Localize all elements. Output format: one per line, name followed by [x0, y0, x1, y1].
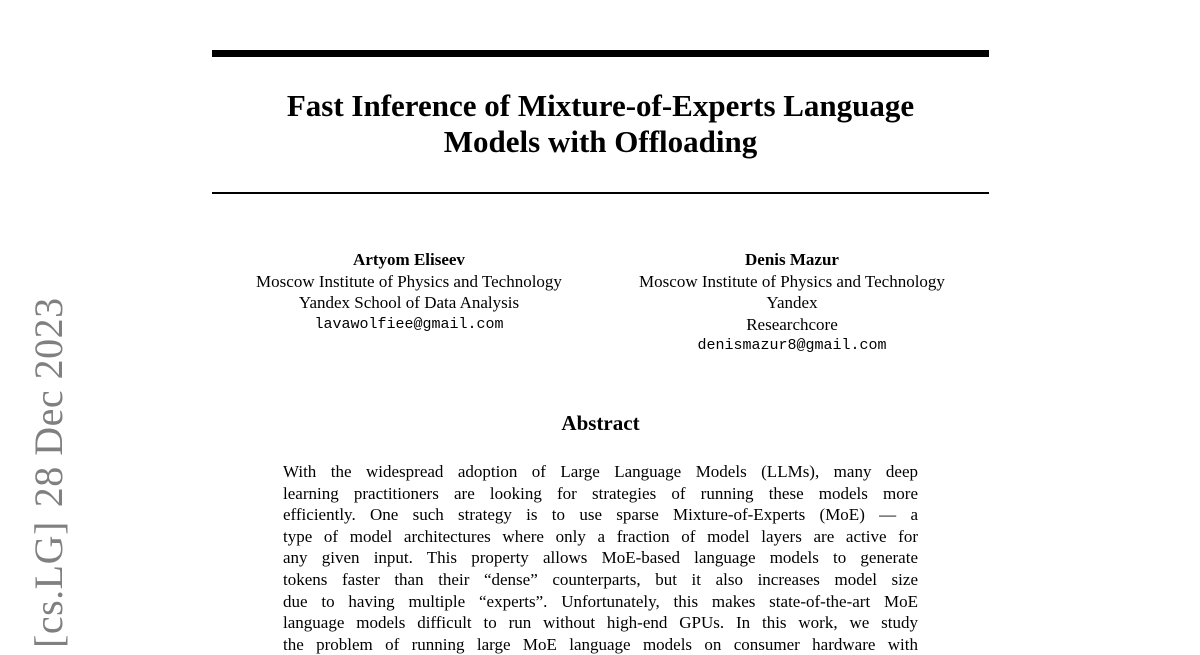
author-affiliation: Yandex [766, 293, 818, 312]
title-line-1: Fast Inference of Mixture-of-Experts Language [286, 88, 915, 123]
abstract-line: type of model architectures where only a fraction of model layers are active for [283, 526, 918, 546]
abstract-body [283, 461, 918, 655]
abstract-heading: Abstract [561, 411, 640, 435]
abstract-line: learning practitioners are looking for strategies of running these models more [283, 483, 918, 503]
author-affiliation: Researchcore [746, 314, 838, 334]
abstract-line: language models difficult to run without high-end GPUs. In this work, we study [283, 613, 918, 633]
top-rule [212, 50, 989, 57]
author-email[interactable]: lavawolfiee@gmail.com [314, 315, 504, 333]
abstract-line: tokens faster than their “dense” counterparts, but it also increases model size [283, 569, 918, 589]
title-line-2: Models with Offloading [443, 124, 758, 159]
abstract-line: due to having multiple “experts”. Unfortunately, this makes state-of-the-art MoE [283, 591, 918, 611]
abstract-line: the problem of running large MoE language models on consumer hardware with [283, 634, 918, 654]
author-affiliation: Moscow Institute of Physics and Technology [256, 271, 562, 291]
author-affiliation: Yandex School of Data Analysis [298, 293, 520, 312]
author-name: Denis Mazur [745, 250, 839, 269]
author-name: Artyom Eliseev [353, 250, 465, 269]
author-block-2 [610, 249, 974, 357]
paper-title [212, 88, 989, 160]
author-block-1 [228, 249, 590, 335]
abstract-line: efficiently. One such strategy is to use sparse Mixture-of-Experts (MoE) — a [283, 505, 918, 525]
author-email[interactable]: denismazur8@gmail.com [697, 337, 887, 354]
abstract-line: any given input. This property allows MoE-based language models to generate [283, 548, 918, 568]
abstract-line: With the widespread adoption of Large Language Models (LLMs), many deep [283, 462, 918, 481]
author-affiliation: Moscow Institute of Physics and Technology [639, 271, 945, 291]
arxiv-category: [cs.LG] [26, 521, 71, 648]
title-bottom-rule [212, 192, 989, 194]
arxiv-date: 28 Dec 2023 [26, 297, 71, 508]
arxiv-side-stamp [26, 297, 72, 648]
